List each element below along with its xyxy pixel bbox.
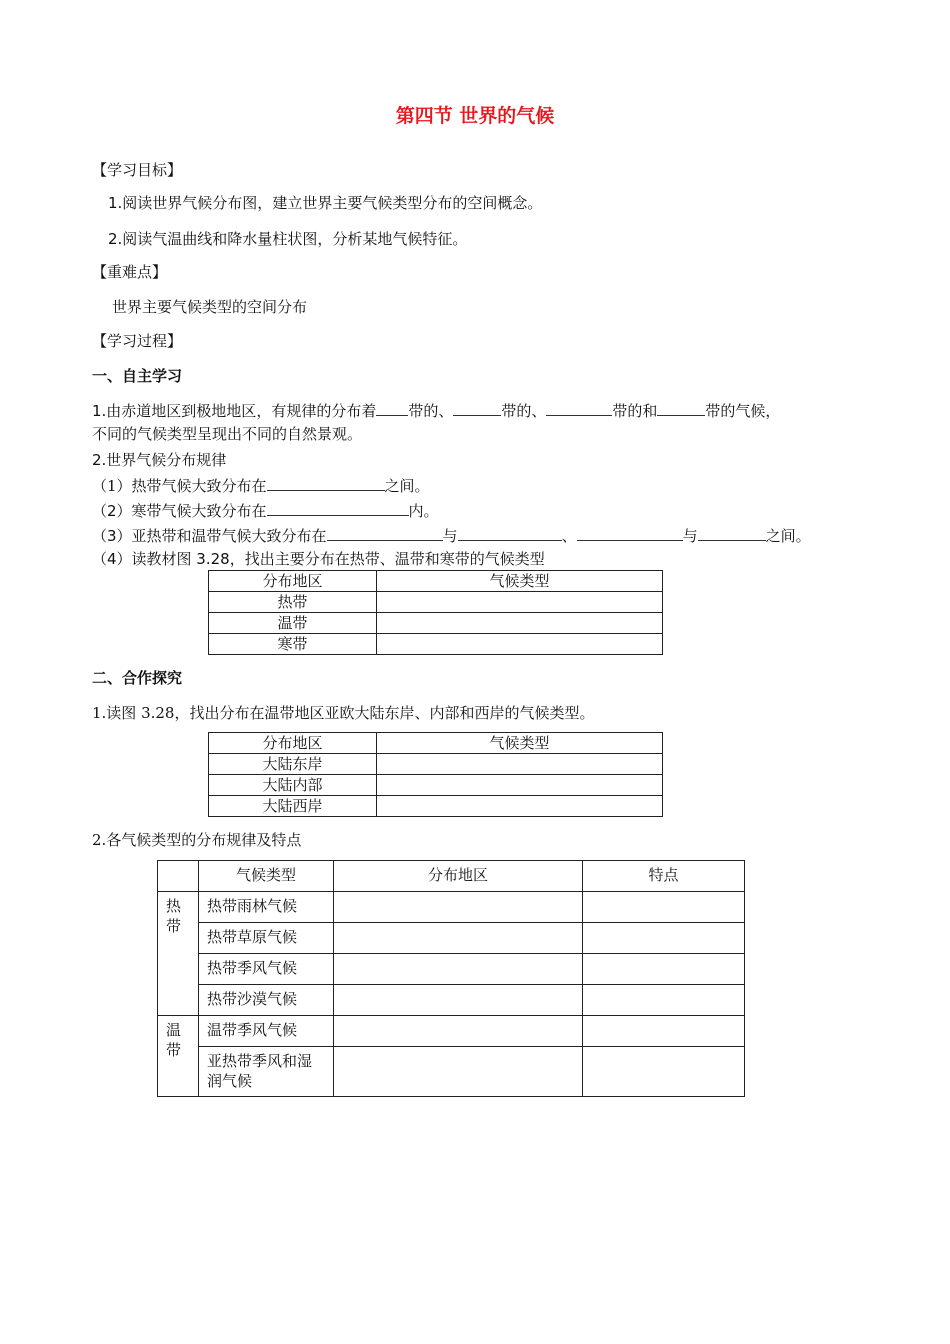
table-row (209, 592, 663, 613)
climate-type-cell: 温带季风气候 (199, 1016, 334, 1047)
table-header-row (158, 861, 745, 892)
part1-q2-title: 2.世界气候分布规律 (92, 451, 227, 469)
table-row (209, 634, 663, 655)
table-header-cell: 分布地区 (334, 861, 583, 892)
s3-text-a: （3）亚热带和温带气候大致分布在 (92, 527, 327, 545)
answer-cell[interactable] (583, 1047, 745, 1097)
process-heading: 【学习过程】 (92, 332, 183, 350)
s3-text-d: 与 (682, 527, 698, 545)
fill-blank-1[interactable] (376, 400, 408, 416)
table-row (158, 985, 745, 1016)
zone-label-temperate: 温带 (158, 1016, 199, 1097)
q1-text-4: 带的和 (612, 402, 658, 420)
s1-text-b: 之间。 (384, 477, 430, 495)
answer-cell[interactable] (377, 592, 663, 613)
continent-table (208, 732, 663, 817)
table-row (209, 613, 663, 634)
table-header-cell: 特点 (583, 861, 745, 892)
table-row (158, 1047, 745, 1097)
answer-cell[interactable] (583, 923, 745, 954)
table-header-cell: 气候类型 (199, 861, 334, 892)
answer-cell[interactable] (377, 754, 663, 775)
climate-type-cell: 热带草原气候 (199, 923, 334, 954)
climate-zone-table (208, 570, 663, 655)
row-label: 大陆东岸 (209, 754, 377, 775)
page-title: 第四节 世界的气候 (395, 105, 555, 127)
climate-type-cell: 热带雨林气候 (199, 892, 334, 923)
answer-cell[interactable] (334, 892, 583, 923)
q1-text-5: 带的气候， (705, 402, 781, 420)
climate-type-table (157, 860, 745, 1097)
objectives-heading: 【学习目标】 (92, 161, 183, 179)
climate-type-cell: 热带季风气候 (199, 954, 334, 985)
fill-blank-s3-3[interactable] (577, 525, 683, 541)
table-row (209, 775, 663, 796)
table-row (158, 1016, 745, 1047)
row-label: 大陆西岸 (209, 796, 377, 817)
fill-blank-s3-2[interactable] (458, 525, 562, 541)
part1-heading: 一、自主学习 (92, 367, 183, 385)
s2-text-a: （2）寒带气候大致分布在 (92, 502, 267, 520)
table-header-cell: 气候类型 (377, 571, 663, 592)
q1-text-3: 带的、 (501, 402, 547, 420)
fill-blank-s3-4[interactable] (698, 525, 766, 541)
answer-cell[interactable] (334, 923, 583, 954)
row-label: 温带 (209, 613, 377, 634)
part1-q2-s3 (92, 525, 811, 546)
fill-blank-s2[interactable] (267, 500, 409, 516)
table-header-cell: 气候类型 (377, 733, 663, 754)
table-row (209, 796, 663, 817)
fill-blank-3[interactable] (546, 400, 612, 416)
q1-text-2: 带的、 (408, 402, 454, 420)
s1-text-a: （1）热带气候大致分布在 (92, 477, 267, 495)
table-row (158, 954, 745, 985)
answer-cell[interactable] (583, 1016, 745, 1047)
part1-q1-line1 (92, 400, 780, 421)
table-row (158, 923, 745, 954)
answer-cell[interactable] (334, 954, 583, 985)
answer-cell[interactable] (334, 1016, 583, 1047)
answer-cell[interactable] (583, 985, 745, 1016)
answer-cell[interactable] (377, 796, 663, 817)
s3-text-e: 之间。 (765, 527, 811, 545)
fill-blank-s1[interactable] (267, 475, 385, 491)
fill-blank-s3-1[interactable] (327, 525, 443, 541)
keypoints-heading: 【重难点】 (92, 263, 168, 281)
table-header-cell: 分布地区 (209, 571, 377, 592)
answer-cell[interactable] (583, 892, 745, 923)
s2-text-b: 内。 (408, 502, 439, 520)
table-header-row (209, 571, 663, 592)
part2-q2: 2.各气候类型的分布规律及特点 (92, 831, 302, 849)
part2-q1: 1.读图 3.28，找出分布在温带地区亚欧大陆东岸、内部和西岸的气候类型。 (92, 704, 595, 722)
objective-item-1: 1.阅读世界气候分布图，建立世界主要气候类型分布的空间概念。 (108, 194, 543, 212)
objective-item-2: 2.阅读气温曲线和降水量柱状图，分析某地气候特征。 (108, 230, 468, 248)
part1-q2-s4: （4）读教材图 3.28，找出主要分布在热带、温带和寒带的气候类型 (92, 550, 545, 568)
table-row (209, 754, 663, 775)
answer-cell[interactable] (377, 775, 663, 796)
s3-text-b: 与 (442, 527, 458, 545)
table-row (158, 892, 745, 923)
row-label: 热带 (209, 592, 377, 613)
keypoints-text: 世界主要气候类型的空间分布 (112, 298, 308, 316)
answer-cell[interactable] (334, 985, 583, 1016)
zone-label-tropical: 热带 (158, 892, 199, 1016)
part2-heading: 二、合作探究 (92, 669, 183, 687)
row-label: 大陆内部 (209, 775, 377, 796)
table-header-row (209, 733, 663, 754)
q1-text-1: 1.由赤道地区到极地地区，有规律的分布着 (92, 402, 377, 420)
s3-text-c: 、 (561, 527, 577, 545)
fill-blank-2[interactable] (453, 400, 501, 416)
part1-q2-s1 (92, 475, 430, 496)
answer-cell[interactable] (583, 954, 745, 985)
climate-type-cell: 热带沙漠气候 (199, 985, 334, 1016)
row-label: 寒带 (209, 634, 377, 655)
answer-cell[interactable] (377, 613, 663, 634)
climate-type-cell: 亚热带季风和湿润气候 (199, 1047, 334, 1097)
answer-cell[interactable] (377, 634, 663, 655)
table-header-cell: 分布地区 (209, 733, 377, 754)
part1-q1-line2: 不同的气候类型呈现出不同的自然景观。 (92, 425, 363, 443)
fill-blank-4[interactable] (657, 400, 705, 416)
part1-q2-s2 (92, 500, 439, 521)
answer-cell[interactable] (334, 1047, 583, 1097)
corner-cell (158, 861, 199, 892)
